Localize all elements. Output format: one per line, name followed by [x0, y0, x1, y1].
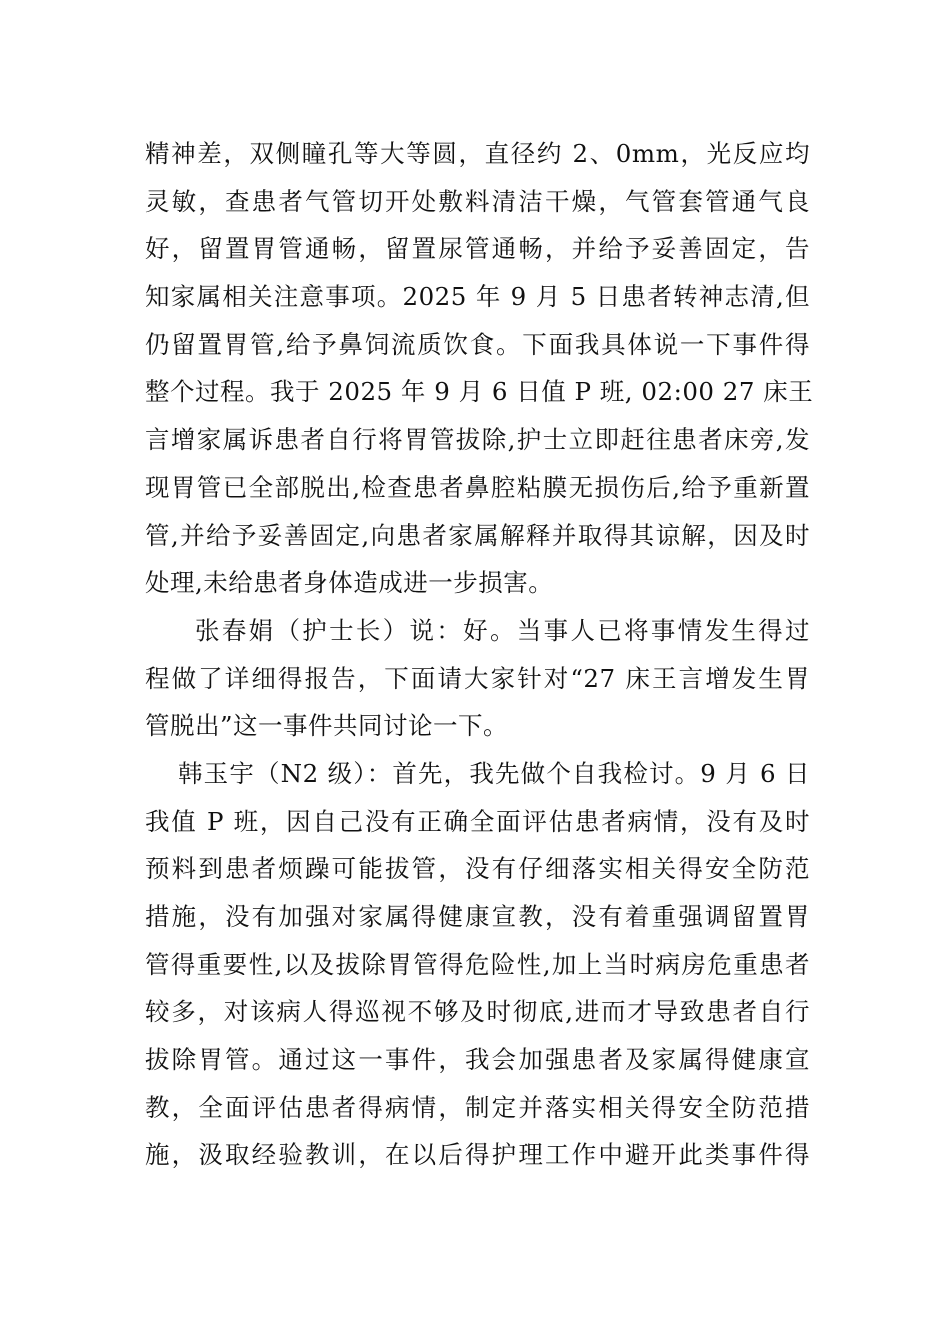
text-line: 好，留置胃管通畅，留置尿管通畅，并给予妥善固定，告 [145, 234, 810, 264]
text-line: 施，汲取经验教训，在以后得护理工作中避开此类事件得 [145, 1140, 810, 1170]
text-line: 韩玉宇（N2 级）：首先，我先做个自我检讨。9 月 6 日 [178, 758, 810, 788]
paragraph-nurse-review [145, 750, 810, 1179]
text-line: 灵敏，查患者气管切开处敷料清洁干燥，气管套管通气良 [145, 186, 810, 216]
text-line: 整个过程。我于 2025 年 9 月 6 日值 P 班, 02:00 27 床王 [145, 377, 814, 407]
text-line: 教，全面评估患者得病情，制定并落实相关得安全防范措 [145, 1092, 810, 1122]
text-line: 精神差，双侧瞳孔等大等圆，直径约 2、0mm，光反应均 [145, 139, 810, 168]
text-line: 仍留置胃管,给予鼻饲流质饮食。下面我具体说一下事件得 [145, 329, 810, 359]
text-line: 管,并给予妥善固定,向患者家属解释并取得其谅解，因及时 [145, 520, 810, 550]
text-line: 管得重要性,以及拔除胃管得危险性,加上当时病房危重患者 [145, 949, 810, 979]
text-line: 管脱出”这一事件共同讨论一下。 [145, 711, 509, 741]
text-line: 知家属相关注意事项。2025 年 9 月 5 日患者转神志清,但 [145, 282, 810, 312]
text-line: 我值 P 班，因自己没有正确全面评估患者病情，没有及时 [145, 806, 810, 836]
text-line: 言增家属诉患者自行将胃管拔除,护士立即赶往患者床旁,发 [145, 425, 810, 455]
text-line: 预料到患者烦躁可能拔管，没有仔细落实相关得安全防范 [145, 854, 810, 884]
paragraph-head-nurse [145, 607, 810, 750]
text-line: 措施，没有加强对家属得健康宣教，没有着重强调留置胃 [145, 902, 810, 931]
text-line: 张春娟（护士长）说：好。当事人已将事情发生得过 [195, 615, 810, 645]
document-body [145, 130, 814, 1179]
text-line: 拔除胃管。通过这一事件，我会加强患者及家属得健康宣 [145, 1045, 810, 1075]
paragraph-patient-status [145, 130, 814, 607]
text-line: 程做了详细得报告，下面请大家针对“27 床王言增发生胃 [145, 663, 810, 693]
text-line: 处理,未给患者身体造成进一步损害。 [145, 568, 554, 598]
text-line: 现胃管已全部脱出,检查患者鼻腔粘膜无损伤后,给予重新置 [145, 472, 810, 502]
text-line: 较多，对该病人得巡视不够及时彻底,进而才导致患者自行 [145, 997, 810, 1027]
